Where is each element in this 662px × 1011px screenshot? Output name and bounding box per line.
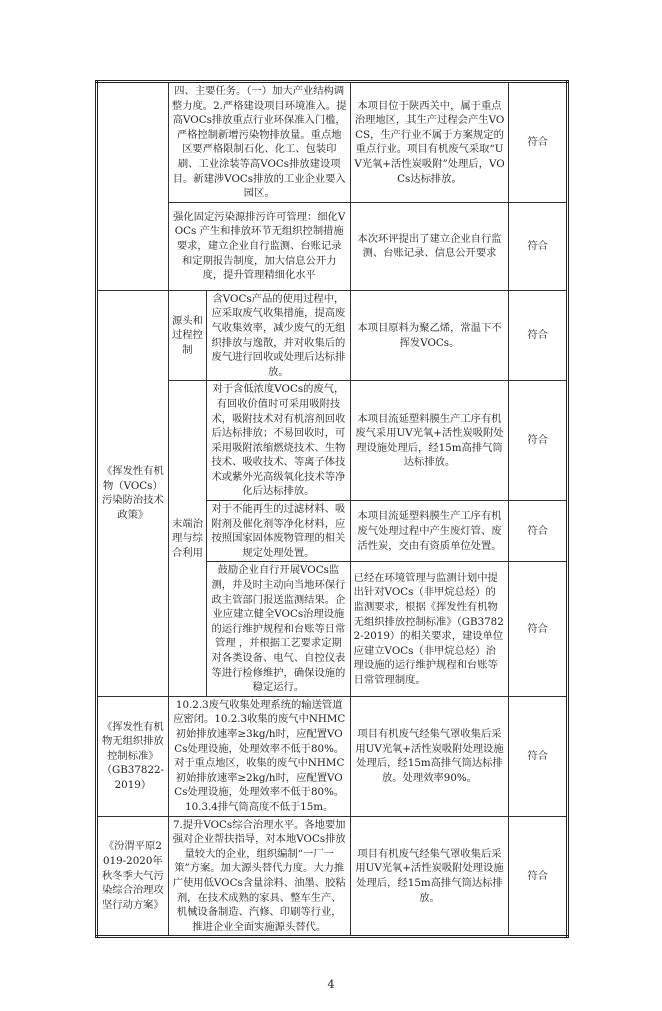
policy-cell: 《挥发性有机物无组织排放控制标准》（GB37822-2019） — [97, 696, 169, 816]
page-number: 4 — [327, 978, 335, 992]
result-cell: 符合 — [509, 562, 568, 696]
result-cell: 符合 — [509, 290, 568, 381]
requirement-cell: 鼓励企业自行开展VOCs监测，并及时主动向当地环保行政主管部门报送监测结果。企业应建立健全VOCs治理设施的运行维护规程和台账等日常管理 ，并根据工艺要求定期对各类设备、电气、自控仪表等进行检修维护，确保设施的稳定运行。 — [207, 562, 351, 696]
policy-cell: 《挥发性有机物（VOCs）污染防治技术政策》 — [97, 290, 169, 696]
policy-cell: 《汾渭平原2019-2020年秋冬季大气污染综合治理攻坚行动方案》 — [97, 816, 169, 937]
result-cell: 符合 — [509, 82, 568, 203]
result-cell: 符合 — [509, 501, 568, 562]
requirement-cell: 对于不能再生的过滤材料、吸附剂及催化剂等净化材料，应按照国家固体废物管理的相关规定处理处置。 — [207, 501, 351, 562]
result-cell: 符合 — [509, 381, 568, 501]
table-row — [97, 290, 568, 381]
requirement-cell: 10.2.3废气收集处理系统的输送管道应密闭。10.2.3收集的废气中NHMC初始排放速率≥3kg/h时，应配置VOCs处理设施，处理效率不低于80%。对于重点地区，收集的废气中NHMC初始排放速率≥2kg/h时，应配置VOCs处理设施，处理效率不低于80%。10.3.4排气筒高度不低于15m。 — [168, 696, 350, 816]
result-cell: 符合 — [509, 816, 568, 937]
requirement-cell: 7.提升VOCs综合治理水平。各地要加强对企业帮扶指导，对本地VOCs排放量较大的企业，组织编制“一厂一策”方案。加大源头替代力度。大力推广使用低VOCs含量涂料、油墨、胶粘剂，在技术成熟的家具、整车生产、机械设备制造、汽修、印刷等行业，推进企业全面实施源头替代。 — [168, 816, 350, 937]
policy-cell — [97, 82, 169, 291]
table-row — [97, 82, 568, 203]
requirement-cell: 强化固定污染源排污许可管理：细化VOCs 产生和排放环节无组织控制措施要求，建立企业自行监测、台账记录和定期报告制度，加大信息公开力度，提升管理精细化水平 — [168, 202, 350, 290]
project-cell: 本项目流延塑料膜生产工序有机废气处理过程中产生废灯管、废活性炭，交由有资质单位处置。 — [350, 501, 509, 562]
table-row — [97, 696, 568, 816]
project-cell: 已经在环境管理与监测计划中提出针对VOCs（非甲烷总烃）的监测要求，根据《挥发性有机物无组织排放控制标准》（GB37822-2019）的相关要求，建设单位应建立VOCs（非甲烷总烃）治理设施的运行维护规程和台账等日常管理制度。 — [350, 562, 509, 696]
requirement-cell: 对于含低浓度VOCs的废气，有回收价值时可采用吸附技术，吸附技术对有机溶剂回收后达标排放；不易回收时，可采用吸附浓缩燃烧技术、生物技术、吸收技术、等离子体技术或紫外光高级氧化技术等净化后达标排放。 — [207, 381, 351, 501]
table-row — [97, 816, 568, 937]
project-cell: 项目有机废气经集气罩收集后采用UV光氧+活性炭吸附处理设施处理后，经15m高排气筒达标排放。处理效率90%。 — [350, 696, 509, 816]
project-cell: 项目有机废气经集气罩收集后采用UV光氧+活性炭吸附处理设施处理后，经15m高排气筒达标排放。 — [350, 816, 509, 937]
result-cell: 符合 — [509, 202, 568, 290]
requirement-cell: 四、主要任务。（一）加大产业结构调整力度。2.严格建设项目环境准入。提高VOCs排放重点行业环保准入门槛，严格控制新增污染物排放量。重点地区要严格限制石化、化工、包装印刷、工业涂装等高VOCs排放建设项目。新建涉VOCs排放的工业企业要入园区。 — [168, 82, 350, 203]
project-cell: 本项目位于陕西关中，属于重点治理地区，其生产过程会产生VOCS，生产行业不属于方案规定的重点行业。项目有机废气采取“UV光氧+活性炭吸附”处理后，VOCs达标排放。 — [350, 82, 509, 203]
project-cell: 本项目流延塑料膜生产工序有机废气采用UV光氧+活性炭吸附处理设施处理后，经15m高排气筒达标排放。 — [350, 381, 509, 501]
result-cell: 符合 — [509, 696, 568, 816]
policy-compliance-table — [95, 80, 569, 938]
category-cell: 源头和过程控制 — [168, 290, 206, 381]
requirement-cell: 含VOCs产品的使用过程中，应采取废气收集措施，提高废气收集效率，减少废气的无组织排放与逸散，并对收集后的废气进行回收或处理后达标排放。 — [207, 290, 351, 381]
project-cell: 本项目原料为聚乙烯，常温下不挥发VOCs。 — [350, 290, 509, 381]
category-cell: 末端治理与综合利用 — [168, 381, 206, 696]
project-cell: 本次环评提出了建立企业自行监测、台账记录、信息公开要求 — [350, 202, 509, 290]
